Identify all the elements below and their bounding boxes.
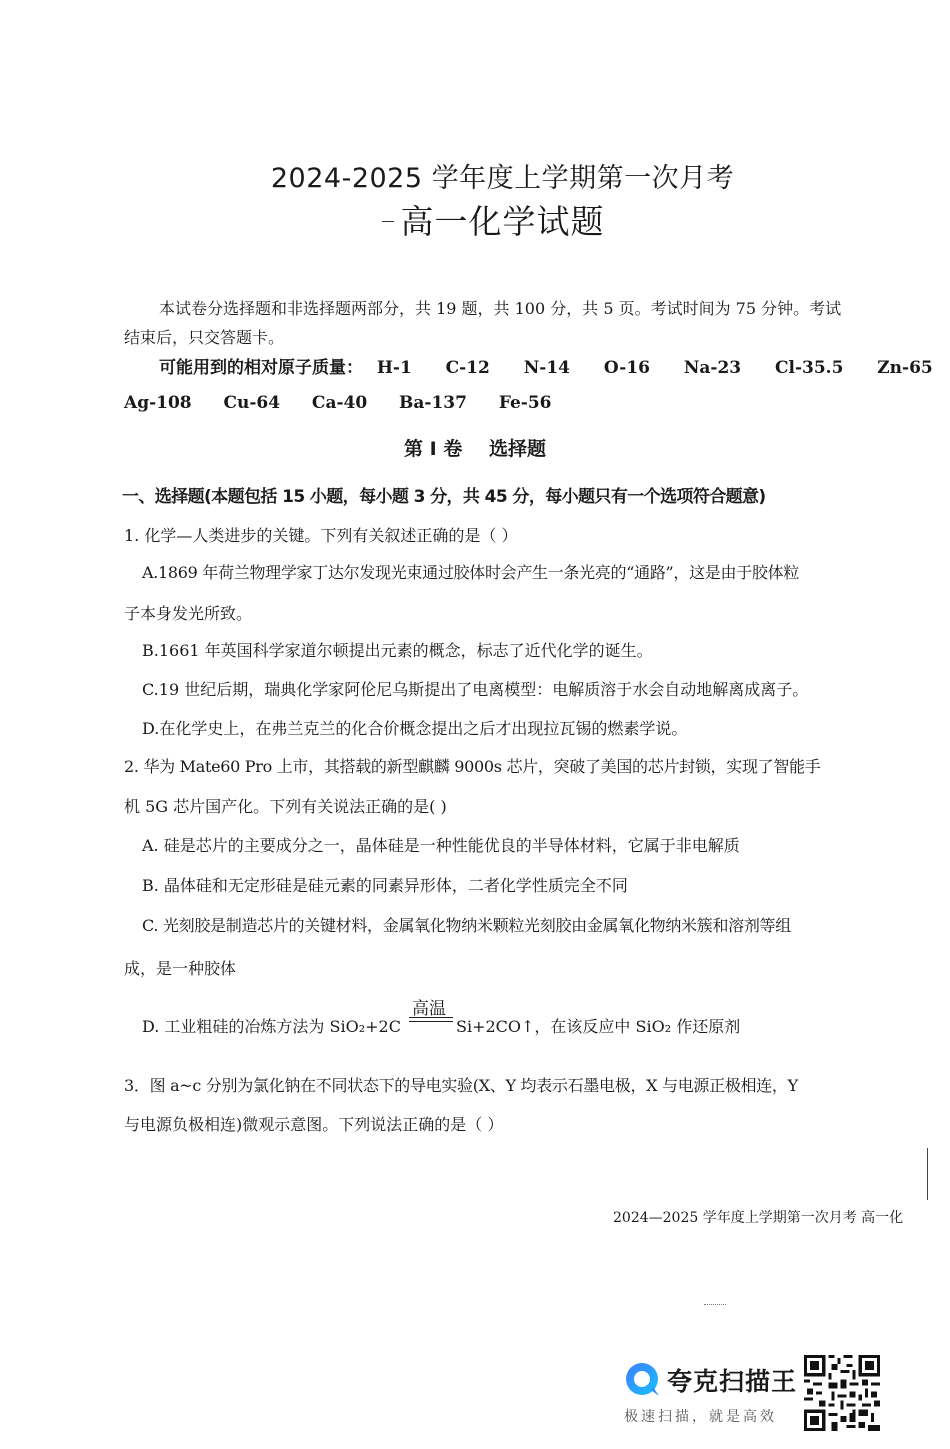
atomic-mass-item: Cl-35.5 [774,358,844,378]
atomic-mass-item: Na-23 [683,358,742,378]
atomic-mass-row-2 [124,393,551,413]
scan-specks [704,1304,726,1309]
exam-title: 2024-2025 学年度上学期第一次月考 [270,163,735,194]
section-volume: 第 Ⅰ 卷 [404,438,463,460]
q2-option-c-line-2: 成，是一种胶体 [124,959,237,978]
atomic-mass-label: 可能用到的相对原子质量： [159,358,363,378]
atomic-mass-item: Ba-137 [399,393,467,413]
q1-option-a-line-2: 子本身发光所致。 [124,604,253,623]
subject-title: 高一化学试题 [400,202,605,241]
q2-stem-line-2: 机 5G 芯片国产化。下列有关说法正确的是( ) [124,797,447,816]
page-footer: 2024—2025 学年度上学期第一次月考 高一化 [613,1210,904,1226]
q2-option-c-line-1: C. 光刻胶是制造芯片的关键材料，金属氧化物纳米颗粒光刻胶由金属氧化物纳米簇和溶剂等组 [142,916,791,935]
q1-option-b: B.1661 年英国科学家道尔顿提出元素的概念，标志了近代化学的诞生。 [142,641,653,660]
scanner-slogan: 极速扫描，就是高效 [624,1409,777,1425]
scanner-logo-icon [623,1359,663,1399]
q2-option-d-suffix: Si+2CO↑，在该反应中 SiO₂ 作还原剂 [456,1017,741,1036]
atomic-mass-item: H-1 [376,358,412,378]
atomic-mass-row-1 [159,353,933,378]
atomic-mass-item: C-12 [445,358,490,378]
qr-code-icon [804,1355,880,1431]
q1-option-a-line-1: A.1869 年荷兰物理学家丁达尔发现光束通过胶体时会产生一条光亮的“通路”，这是由于胶体粒 [142,563,800,582]
scan-mark [382,221,394,222]
atomic-mass-item: Zn-65 [877,358,933,378]
atomic-mass-item: O-16 [603,358,650,378]
instructions-line-2: 结束后，只交答题卡。 [124,328,285,347]
atomic-mass-item: Cu-64 [223,393,281,413]
atomic-mass-item: Ca-40 [311,393,368,413]
page-edge-line [927,1148,928,1200]
q2-option-a: A. 硅是芯片的主要成分之一，晶体硅是一种性能优良的半导体材料，它属于非电解质 [142,836,740,855]
q3-stem-line-1: 3．图 a~c 分别为氯化钠在不同状态下的导电实验(X、Y 均表示石墨电极，X 与电源正极相连，Y [124,1076,798,1095]
q2-option-b: B. 晶体硅和无定形硅是硅元素的同素异形体，二者化学性质完全不同 [142,876,628,895]
reaction-equals-sign [409,1017,453,1022]
q2-option-d-prefix: D. 工业粗硅的冶炼方法为 SiO₂+2C [142,1017,401,1036]
section-heading [0,434,950,461]
part-heading: 一、选择题(本题包括 15 小题，每小题 3 分，共 45 分，每小题只有一个选项符合题意) [122,487,766,507]
q1-stem: 1. 化学—人类进步的关键。下列有关叙述正确的是（ ） [124,526,518,545]
instructions-line-1: 本试卷分选择题和非选择题两部分，共 19 题，共 100 分，共 5 页。考试时间为 75 分钟。考试 [159,299,842,318]
q1-option-c: C.19 世纪后期，瑞典化学家阿伦尼乌斯提出了电离模型：电解质溶于水会自动地解离成离子。 [142,680,809,699]
q1-option-d: D.在化学史上，在弗兰克兰的化合价概念提出之后才出现拉瓦锡的燃素学说。 [142,719,688,738]
atomic-mass-item: Ag-108 [124,393,192,413]
atomic-mass-item: Fe-56 [498,393,552,413]
atomic-mass-item: N-14 [523,358,570,378]
reaction-condition: 高温 [412,999,446,1019]
scanner-brand: 夸克扫描王 [667,1367,798,1396]
section-name: 选择题 [488,438,546,460]
q3-stem-line-2: 与电源负极相连)微观示意图。下列说法正确的是（ ） [124,1115,504,1134]
q2-stem-line-1: 2. 华为 Mate60 Pro 上市，其搭载的新型麒麟 9000s 芯片，突破了美国的芯片封锁，实现了智能手 [124,757,821,776]
